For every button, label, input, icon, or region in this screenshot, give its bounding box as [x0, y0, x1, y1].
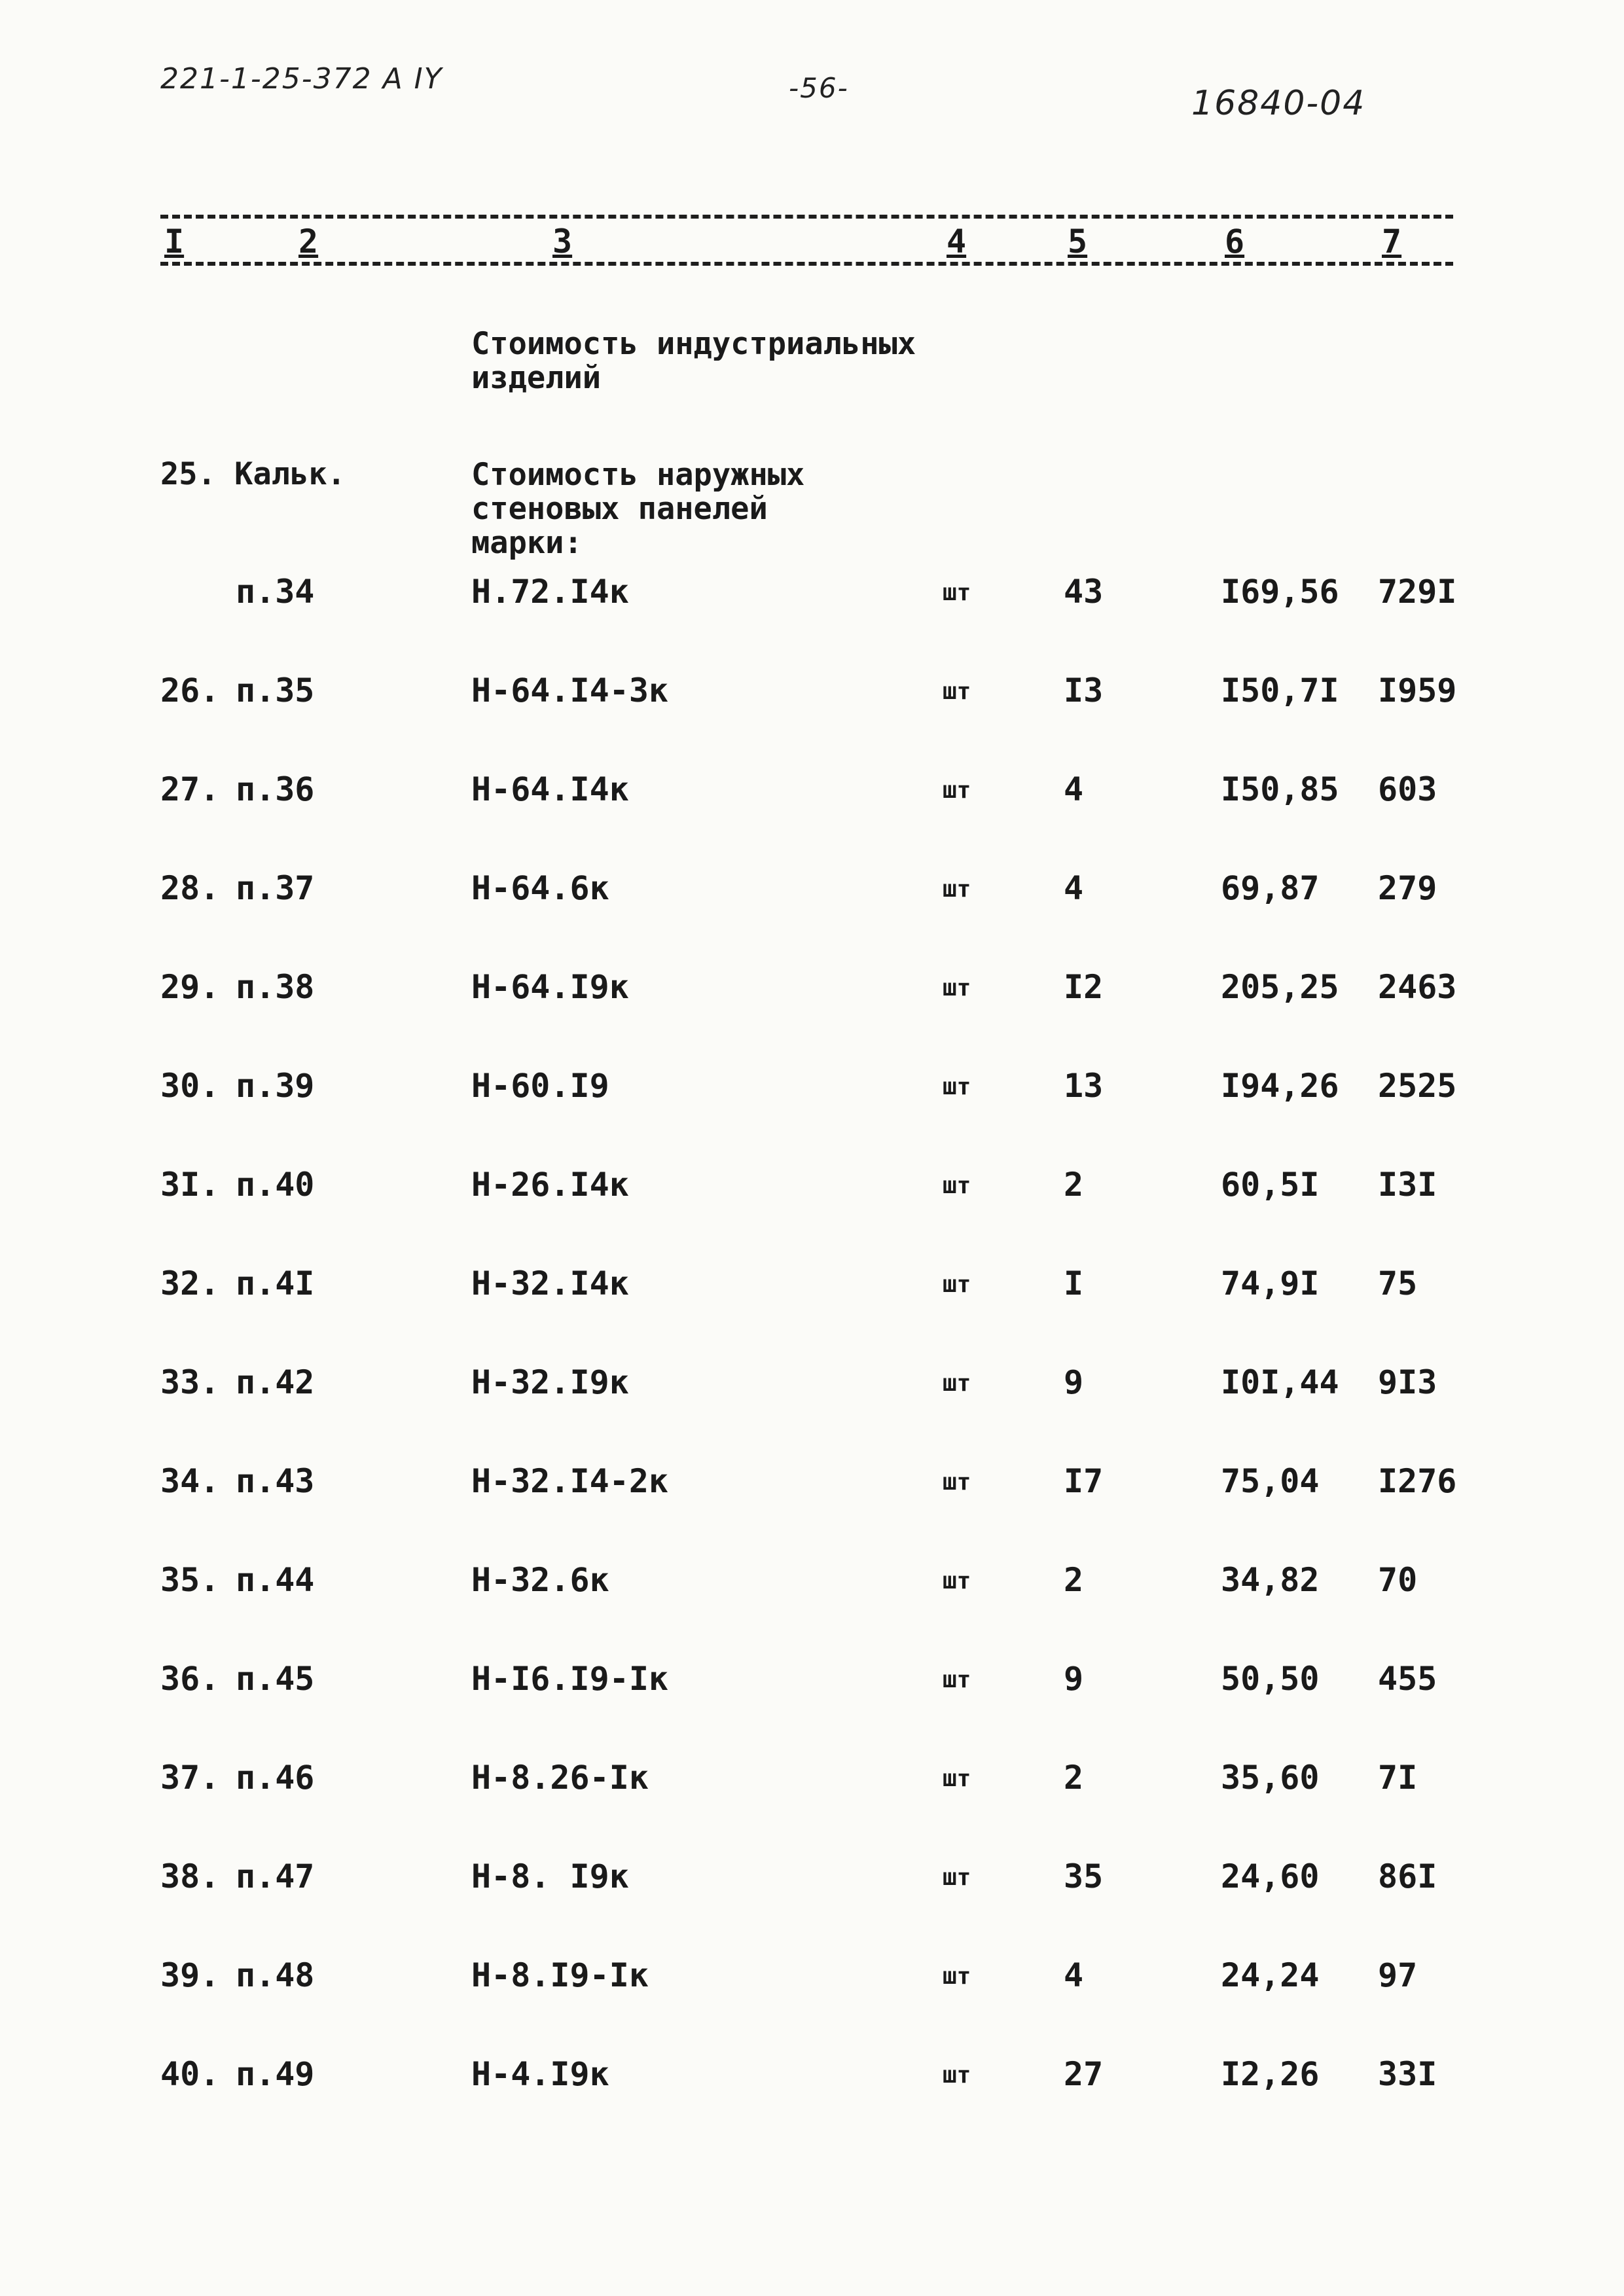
row-number: 33. — [160, 1363, 220, 1401]
unit-price: I69,56 — [1221, 573, 1339, 611]
column-number-5: 5 — [1064, 223, 1091, 260]
quantity: I7 — [1064, 1462, 1104, 1500]
quantity: I — [1064, 1265, 1084, 1302]
row-ref: п.36 — [236, 770, 315, 808]
unit-price: 24,24 — [1221, 1956, 1320, 1994]
unit-price: 74,9I — [1221, 1265, 1320, 1302]
table-row — [0, 1956, 1624, 2015]
total-cost: 33I — [1378, 2055, 1437, 2093]
quantity: 4 — [1064, 869, 1084, 907]
table-row — [0, 1265, 1624, 1323]
quantity: 13 — [1064, 1067, 1104, 1105]
unit-price: 60,5I — [1221, 1166, 1320, 1204]
total-cost: 70 — [1378, 1561, 1418, 1599]
document-number: 16840-04 — [1191, 84, 1366, 123]
total-cost: 729I — [1378, 573, 1457, 611]
header-rule-top — [160, 215, 1453, 219]
unit: шт — [943, 1963, 971, 1990]
row-ref: п.39 — [236, 1067, 315, 1105]
row-number: 28. — [160, 869, 220, 907]
quantity: 2 — [1064, 1759, 1084, 1797]
row-number: 3I. — [160, 1166, 220, 1204]
panel-mark: Н-64.I9к — [471, 968, 629, 1006]
header-rule-bottom — [160, 262, 1453, 266]
row-ref: п.45 — [236, 1660, 315, 1698]
quantity: 9 — [1064, 1363, 1084, 1401]
table-row — [0, 770, 1624, 829]
row-ref: п.35 — [236, 672, 315, 709]
column-number-1: I — [160, 223, 188, 260]
total-cost: 97 — [1378, 1956, 1418, 1994]
total-cost: 2525 — [1378, 1067, 1457, 1105]
unit-price: I50,7I — [1221, 672, 1339, 709]
unit: шт — [943, 777, 971, 804]
page-number: -56- — [789, 72, 849, 104]
total-cost: 86I — [1378, 1857, 1437, 1895]
row-number: 37. — [160, 1759, 220, 1797]
panel-mark: Н-64.I4к — [471, 770, 629, 808]
unit: шт — [943, 2062, 971, 2089]
row-number: 38. — [160, 1857, 220, 1895]
quantity: 2 — [1064, 1561, 1084, 1599]
row-ref: п.48 — [236, 1956, 315, 1994]
unit: шт — [943, 975, 971, 1001]
unit-price: 69,87 — [1221, 869, 1320, 907]
row-ref: п.40 — [236, 1166, 315, 1204]
subsection-title: Стоимость наружных стеновых панелей марки: — [471, 457, 805, 561]
row-ref: п.43 — [236, 1462, 315, 1500]
unit-price: I94,26 — [1221, 1067, 1339, 1105]
panel-mark: Н-32.I4-2к — [471, 1462, 669, 1500]
unit-price: 34,82 — [1221, 1561, 1320, 1599]
panel-mark: Н-26.I4к — [471, 1166, 629, 1204]
table-row — [0, 672, 1624, 730]
panel-mark: Н-64.I4-3к — [471, 672, 669, 709]
unit-price: I0I,44 — [1221, 1363, 1339, 1401]
unit: шт — [943, 1271, 971, 1298]
unit: шт — [943, 1765, 971, 1792]
total-cost: 75 — [1378, 1265, 1418, 1302]
panel-mark: Н-64.6к — [471, 869, 609, 907]
quantity: 4 — [1064, 770, 1084, 808]
quantity: 43 — [1064, 573, 1104, 611]
unit-price: I50,85 — [1221, 770, 1339, 808]
row-ref: п.42 — [236, 1363, 315, 1401]
row-number: 39. — [160, 1956, 220, 1994]
table-row — [0, 2055, 1624, 2114]
column-number-2: 2 — [295, 223, 322, 260]
unit: шт — [943, 579, 971, 606]
document-code: 221-1-25-372 А IY — [160, 62, 443, 96]
panel-mark: Н.72.I4к — [471, 573, 629, 611]
panel-mark: Н-4.I9к — [471, 2055, 609, 2093]
table-row — [0, 1363, 1624, 1422]
quantity: 27 — [1064, 2055, 1104, 2093]
row-number: 40. — [160, 2055, 220, 2093]
unit-price: 50,50 — [1221, 1660, 1320, 1698]
row-number: 27. — [160, 770, 220, 808]
row-ref: п.38 — [236, 968, 315, 1006]
panel-mark: Н-32.I9к — [471, 1363, 629, 1401]
column-number-4: 4 — [943, 223, 970, 260]
unit: шт — [943, 1073, 971, 1100]
panel-mark: Н-32.I4к — [471, 1265, 629, 1302]
column-number-7: 7 — [1378, 223, 1405, 260]
table-row — [0, 1857, 1624, 1916]
panel-mark: Н-I6.I9-Iк — [471, 1660, 669, 1698]
row-ref: п.47 — [236, 1857, 315, 1895]
row-number: 30. — [160, 1067, 220, 1105]
table-row — [0, 1759, 1624, 1818]
quantity: 2 — [1064, 1166, 1084, 1204]
quantity: I2 — [1064, 968, 1104, 1006]
unit: шт — [943, 678, 971, 705]
total-cost: 7I — [1378, 1759, 1418, 1797]
total-cost: 455 — [1378, 1660, 1437, 1698]
row-ref: п.49 — [236, 2055, 315, 2093]
row-number: 36. — [160, 1660, 220, 1698]
unit: шт — [943, 1864, 971, 1891]
row-number: 29. — [160, 968, 220, 1006]
table-row — [0, 1067, 1624, 1126]
row-ref: п.46 — [236, 1759, 315, 1797]
unit: шт — [943, 876, 971, 903]
total-cost: 9I3 — [1378, 1363, 1437, 1401]
unit: шт — [943, 1666, 971, 1693]
table-row — [0, 968, 1624, 1027]
unit-price: I2,26 — [1221, 2055, 1320, 2093]
table-row — [0, 1660, 1624, 1719]
unit: шт — [943, 1370, 971, 1397]
panel-mark: Н-60.I9 — [471, 1067, 609, 1105]
table-row — [0, 1462, 1624, 1521]
row-ref: п.37 — [236, 869, 315, 907]
panel-mark: Н-32.6к — [471, 1561, 609, 1599]
total-cost: 279 — [1378, 869, 1437, 907]
unit-price: 35,60 — [1221, 1759, 1320, 1797]
table-row — [0, 1561, 1624, 1620]
unit: шт — [943, 1568, 971, 1594]
row-ref: п.4I — [236, 1265, 315, 1302]
total-cost: I3I — [1378, 1166, 1437, 1204]
total-cost: I276 — [1378, 1462, 1457, 1500]
unit-price: 205,25 — [1221, 968, 1339, 1006]
subsection-ref: 25. Кальк. — [160, 456, 346, 492]
unit: шт — [943, 1172, 971, 1199]
total-cost: I959 — [1378, 672, 1457, 709]
column-number-6: 6 — [1221, 223, 1248, 260]
column-number-3: 3 — [549, 223, 576, 260]
row-number: 34. — [160, 1462, 220, 1500]
table-row — [0, 869, 1624, 928]
panel-mark: Н-8.I9-Iк — [471, 1956, 649, 1994]
row-number: 35. — [160, 1561, 220, 1599]
quantity: I3 — [1064, 672, 1104, 709]
panel-mark: Н-8. I9к — [471, 1857, 629, 1895]
quantity: 9 — [1064, 1660, 1084, 1698]
unit: шт — [943, 1469, 971, 1496]
table-row — [0, 573, 1624, 632]
row-ref: п.34 — [236, 573, 315, 611]
section-title: Стоимость индустриальных изделий — [471, 326, 916, 396]
unit-price: 75,04 — [1221, 1462, 1320, 1500]
row-ref: п.44 — [236, 1561, 315, 1599]
quantity: 35 — [1064, 1857, 1104, 1895]
row-number: 26. — [160, 672, 220, 709]
total-cost: 2463 — [1378, 968, 1457, 1006]
panel-mark: Н-8.26-Iк — [471, 1759, 649, 1797]
total-cost: 603 — [1378, 770, 1437, 808]
table-row — [0, 1166, 1624, 1225]
row-number: 32. — [160, 1265, 220, 1302]
quantity: 4 — [1064, 1956, 1084, 1994]
unit-price: 24,60 — [1221, 1857, 1320, 1895]
